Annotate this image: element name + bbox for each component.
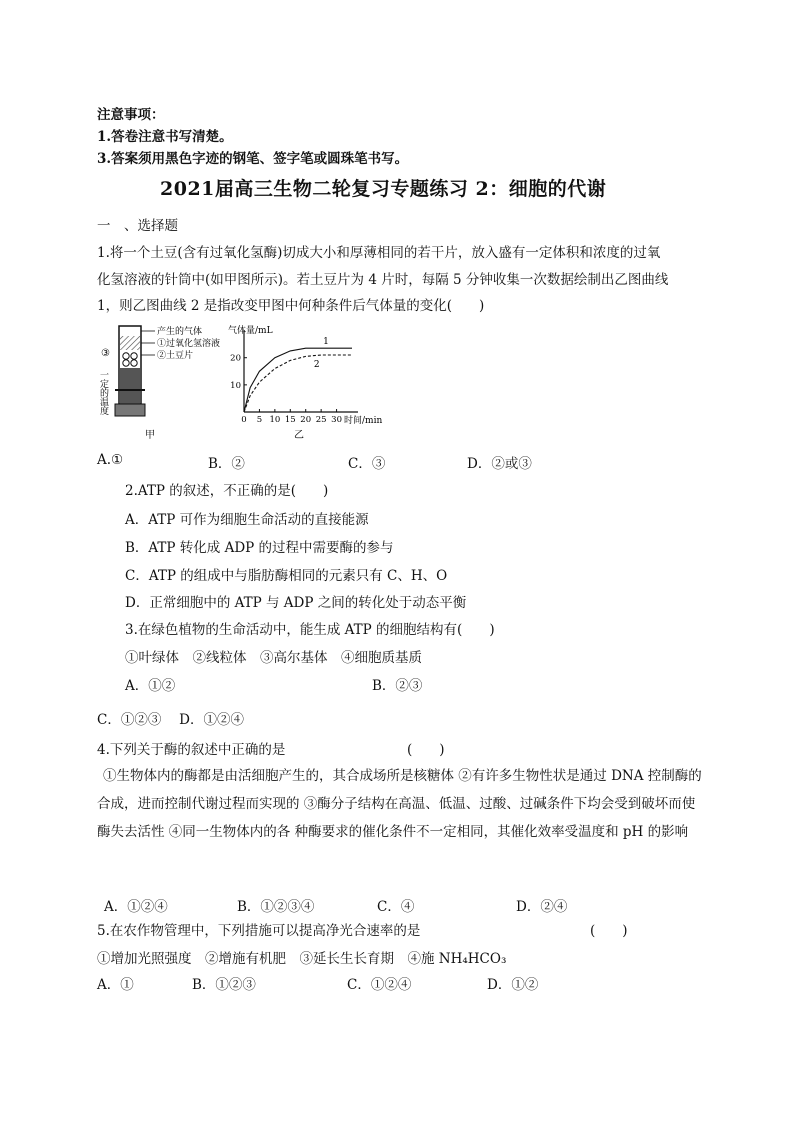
q2-option-d[interactable]: D．正常细胞中的 ATP 与 ADP 之间的转化处于动态平衡 xyxy=(125,595,467,611)
q3-option-cd[interactable]: C．①②③ D．①②④ xyxy=(97,712,244,728)
x-tick-label: 15 xyxy=(284,415,296,425)
q4-option-b[interactable]: B．①②③④ xyxy=(237,899,315,915)
x-tick-label: 5 xyxy=(256,415,263,425)
figure-gas-chart xyxy=(226,322,396,442)
q3-stem: 3.在绿色植物的生命活动中，能生成 ATP 的细胞结构有( ) xyxy=(125,622,495,638)
label-3: ③ xyxy=(101,348,110,359)
q4-option-d[interactable]: D．②④ xyxy=(516,899,568,915)
figure-syringe xyxy=(97,322,237,442)
section-heading: 一 、选择题 xyxy=(97,218,178,234)
label-gas: 产生的气体 xyxy=(157,327,203,337)
q5-option-b[interactable]: B．①②③ xyxy=(192,977,256,993)
series-line-1 xyxy=(244,348,352,412)
y-tick-label: 20 xyxy=(230,353,241,364)
x-tick-label: 0 xyxy=(241,415,247,425)
q1-option-c[interactable]: C．③ xyxy=(348,456,386,472)
q2-option-b[interactable]: B．ATP 转化成 ADP 的过程中需要酶的参与 xyxy=(125,540,394,556)
q4-option-a[interactable]: A．①②④ xyxy=(104,899,168,915)
page-title: 2021届高三生物二轮复习专题练习 2：细胞的代谢 xyxy=(160,178,607,200)
q1-option-b[interactable]: B．② xyxy=(208,456,245,472)
chart-ylabel: 气体量/mL xyxy=(228,326,273,336)
chart-xlabel: 时间/min xyxy=(344,416,383,426)
q2-option-a[interactable]: A．ATP 可作为细胞生命活动的直接能源 xyxy=(125,512,369,528)
notice-item-2: 3.答案须用黑色字迹的钢笔、签字笔或圆珠笔书写。 xyxy=(97,151,409,167)
caption-jia: 甲 xyxy=(145,430,155,441)
q4-paren: ( ) xyxy=(407,742,445,758)
label-h2o2: ①过氧化氢溶液 xyxy=(157,339,221,349)
x-tick-label: 25 xyxy=(315,415,327,425)
curve-2-label: 2 xyxy=(313,360,320,370)
q5-items: ①增加光照强度 ②增施有机肥 ③延长生长育期 ④施 NH₄HCO₃ xyxy=(97,951,507,967)
q1-option-d[interactable]: D．②或③ xyxy=(467,456,532,472)
q4-option-c[interactable]: C．④ xyxy=(377,899,415,915)
q5-paren: ( ) xyxy=(590,923,628,939)
q4-stem: 4.下列关于酶的叙述中正确的是 xyxy=(97,742,286,758)
series-line-2 xyxy=(244,355,352,412)
q5-option-d[interactable]: D．①② xyxy=(487,977,539,993)
curve-1-label: 1 xyxy=(323,337,329,348)
q5-option-c[interactable]: C．①②④ xyxy=(347,977,412,993)
q1-option-a[interactable]: A.① xyxy=(97,452,124,468)
q1-line-1: 1.将一个土豆(含有过氧化氢酶)切成大小和厚薄相同的若干片，放入盛有一定体积和浓度的过氧 xyxy=(97,245,661,261)
q2-stem: 2.ATP 的叙述，不正确的是( ) xyxy=(125,483,329,499)
label-temperature: 一定的温度 xyxy=(98,370,108,415)
x-tick-label: 30 xyxy=(331,415,342,425)
x-tick-label: 10 xyxy=(269,415,281,425)
q3-option-a[interactable]: A．①② xyxy=(125,678,176,694)
q1-line-3: 1，则乙图曲线 2 是指改变甲图中何种条件后气体量的变化( ) xyxy=(97,298,485,314)
notice-heading: 注意事项： xyxy=(97,107,165,123)
q3-option-b[interactable]: B．②③ xyxy=(372,678,423,694)
notice-item-1: 1.答卷注意书写清楚。 xyxy=(97,129,233,145)
y-tick-label: 10 xyxy=(230,380,241,391)
q2-option-c[interactable]: C．ATP 的组成中与脂肪酶相同的元素只有 C、H、O xyxy=(125,568,448,584)
caption-yi: 乙 xyxy=(294,430,304,441)
q3-items: ①叶绿体 ②线粒体 ③高尔基体 ④细胞质基质 xyxy=(125,650,422,666)
x-tick-label: 20 xyxy=(300,415,312,425)
q5-option-a[interactable]: A．① xyxy=(97,977,134,993)
q5-stem: 5.在农作物管理中，下列措施可以提高净光合速率的是 xyxy=(97,923,421,939)
label-potato: ②土豆片 xyxy=(157,351,194,361)
q1-line-2: 化氢溶液的针筒中(如甲图所示)。若土豆片为 4 片时，每隔 5 分钟收集一次数据绘制出乙图曲线 xyxy=(97,272,669,288)
q4-body: ①生物体内的酶都是由活细胞产生的，其合成场所是核糖体 ②有许多生物性状是通过 DNA 控制酶的合成，进而控制代谢过程而实现的 ③酶分子结构在高温、低温、过酸、过碱条件下均会受到破坏而使酶失去活性 ④同一生物体内的各 种酶要求的催化条件不一定相同，其催化效率受温度和 pH 的影响 xyxy=(97,768,702,840)
